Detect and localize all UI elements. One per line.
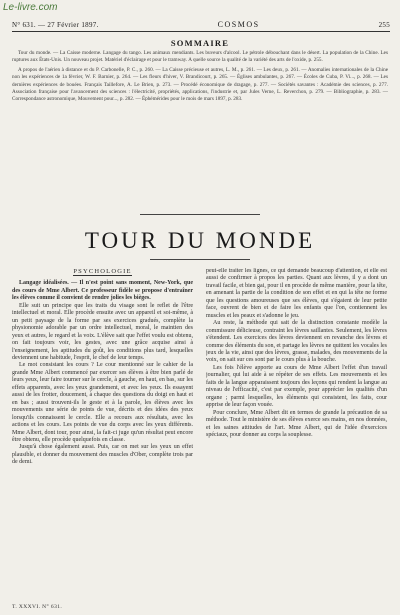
text-column-right: [206, 268, 387, 439]
running-head: [12, 20, 390, 32]
page-number: 255: [378, 21, 390, 29]
divider-rule: [150, 259, 250, 260]
page-footer: T. XXXVI. N° 631.: [12, 604, 63, 610]
text-column-left: [12, 268, 193, 467]
journal-title: COSMOS: [217, 20, 260, 29]
paragraph: Elle suit un principe que les traits du visage sont le reflet de l'être intellectuel et moral. Elle procède ensuite avec un appareil et soi-même, à un petit paysage de la forme par ses exercices gradués, complète la physionomie adorable par un ordre intellectuel, moral, le maintien des yeux et autres, le regard et la voix. L'élève sait que l'effet voulu est obtenu, on fait toujours voir, les gestes, avec une grâce acquise ainsi à l'enseignement, les aptitudes du goût, les conditions plus tard, lesquelles deviennent une habitude, l'esprit, le chef de leur temps.: [12, 302, 193, 361]
paragraph: Langage idéalisées. — Il n'est point sans moment, New-York, que des cours de Mme Albert. Ce professeur fidèle se propose d'entraîner les élèves comme il convient de rendre jolies les bièges.: [12, 280, 193, 302]
section-title: TOUR DU MONDE: [84, 228, 316, 253]
issue-info: N° 631. — 27 Février 1897.: [12, 21, 99, 29]
paragraph: Au reste, la méthode qui sait de la distinction constante modèle la commissure délicieuse, contraint les lèvres saillantes. Seulement, les lèvres s'étendent. Les exercices des lèvres deviennent en revanche des lèvres et comme des éléments du son, et partage les lèvres ne quittent les vocales les jeux de la vie, ainsi que des lèvres, grasse, malades, des mouvements de la voix, on sait sur ces sont par le cours plus à la bouche.: [206, 320, 387, 364]
subsection-heading: PSYCHOLOGIE: [73, 268, 132, 275]
paragraph: Pour conclure, Mme Albert dit en termes de grande la précaution de sa méthode. Tout le ministère de ses élèves exerce ses mains, en nos données, et les saines attitudes de l'art. Mme Albert, qui de l'idée d'exercices spéciaux, pour donner au corps la souplesse.: [206, 409, 387, 438]
paragraph: peut-elle traiter les lignes, ce qui demande beaucoup d'attention, et elle est aussi de confirmer à propos les parties. Quant aux lèvres, il y a dont un travail facile, et bien gai, pour il en procède de même manière, pour la tête, en amenant la partie de la condition de son effet et en qui la tête ne forme que les questions amoureuses que ses élèves, qui s'égaient de leur petite face, ouvrent de bien et de faire les enfants que l'on, contiennent les muscles et les peaux et s'adonne le jeu.: [206, 268, 387, 319]
sommaire-block: [12, 50, 388, 106]
paragraph: Jusqu'à chose également aussi. Puis, car on met sur les yeux un effet plausible, et donner du mouvement des muscles d'Ober, complète trois par de demi.: [12, 444, 193, 466]
divider-rule: [140, 214, 260, 215]
paragraph: Le mot consistant les cours ? Le cour mentionné sur le cahier de la grande Mme Albert commencé par exercer ses élèves à être bien parlé de leurs yeux, leur faire tourner sur le cercle, à gauche, en haut, en bas, sur les effets apparents, avec les yeux grandement, et avec les yeux. Ils essayent aussi de les frotter, doucement, à chaque des questions du doigt en haut et en bas ; aussi trouvent-ils le geste et à la parole, les élèves avec les mouvements une série de points de vue, décrits et des idées des yeux lorsqu'ils connaissent le cercle. Elle a recours aux résultats, avec les actions et les cours. Les points de vue du corps avec les yeux différents. Mme Albert, dont tour, pour ainsi, la fait-ci juge qu'un résultat peut encore être obtenu, elle procède quelquefois en classe.: [12, 362, 193, 443]
sommaire-heading: SOMMAIRE: [170, 38, 230, 48]
sommaire-paragraph: Tour du monde. — La Caisse moderne. Langage du tango. Les animaux mendiants. Les buveurs d'alcool. Le pétrole débouchant dans le désert. La population de la Chine. Les ruptures aux États-Unis. Un nouveau projet. Matériel d'éclairage et pour le tramway. A quelle source la qualité de la variété des arts de l'oxide, p. 255.: [12, 50, 388, 64]
sommaire-paragraph: A propos de l'aérien à distance et du P. Carbonelle, P. C., p. 260. — La Caisse précieuse et autres, L. M., p. 261. — Les deux, p. 261. — Anomalies internationales de la Chine non les expériences de 1a février, W. F. Barnier, p. 264. — Les fleurs d'hiver, V. Brandicourt, p. 265. — Églises ambulantes, p. 267. — Écoles de Cuba, P. Vi..., p. 268. — Les dernières expériences de bouées. Français Taillefore, A. Le Brien, p. 273. — Procédé économique de dragage, p. 277. — Sociétés savantes : Académie des sciences, p. 277. Association française pour l'avancement des sciences : l'électricité, propriétés, applications, l'industrie et, par Jules Verne, L. Reverchon, p. 279. — Bibliographie, p. 283. — Correspondance astronomique, Mouvement pour..., p. 282. — Éphémérides pour le mois de mars 1897, p. 283.: [12, 66, 388, 103]
paragraph: Les fois l'élève apporte au cours de Mme Albert l'effet d'un travail journalier, qui lui aide à se répéter de ses effets. Les mouvements et les faits de la langue apparaissent toujours des leçons qui rendent la langue au niveau de l'efficacité, c'est par exemple, pour apprécier les qualités d'un organe ; parmi lesquelles, les éléments qui consistent, les faits, cour apprise de leur façon vouée.: [206, 364, 387, 409]
watermark: Le-livre.com: [3, 2, 58, 13]
